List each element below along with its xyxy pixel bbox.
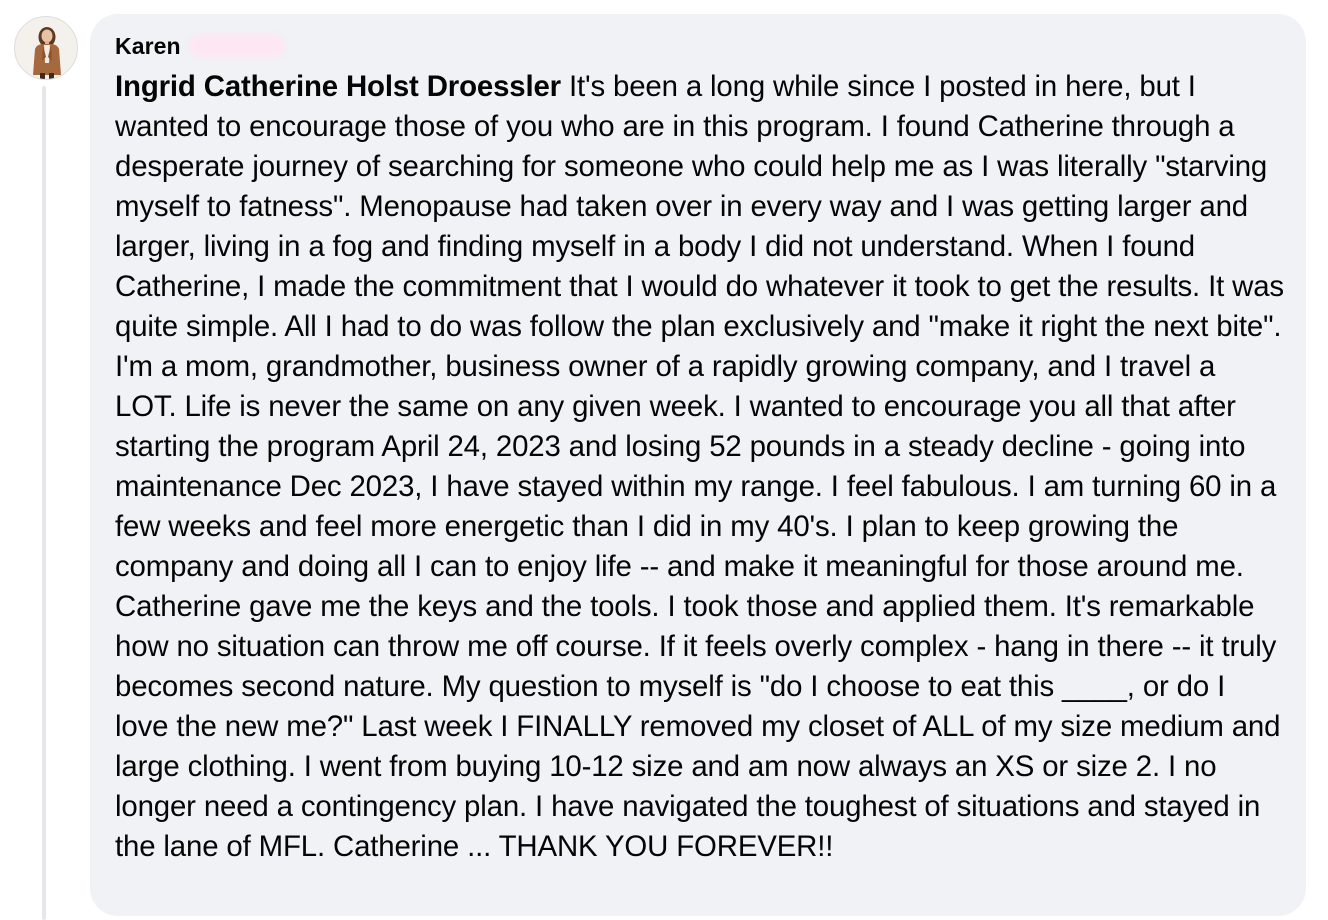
profile-photo-icon xyxy=(15,17,78,80)
avatar[interactable] xyxy=(14,16,78,80)
mention-link[interactable]: Ingrid Catherine Holst Droessler xyxy=(115,70,561,103)
comment-author-name[interactable]: Karen xyxy=(115,32,181,59)
comment-header xyxy=(115,31,1284,61)
redacted-surname xyxy=(189,34,285,58)
comment-text xyxy=(115,67,1284,867)
comment-thread-line xyxy=(42,86,46,920)
comment-bubble xyxy=(90,14,1306,916)
comment-body: It's been a long while since I posted in here, but I wanted to encourage those of you who are in this program. I found Catherine through a desperate journey of searching for someone who could help me as I was literally "starving myself to fatness". Menopause had taken over in every way and I was getting larger and larger, living in a fog and finding myself in a body I did not understand. When I found Catherine, I made the commitment that I would do whatever it took to get the results. It was quite simple. All I had to do was follow the plan exclusively and "make it right the next bite". I'm a mom, grandmother, business owner of a rapidly growing company, and I travel a LOT. Life is never the same on any given week. I wanted to encourage you all that after starting the program April 24, 2023 and losing 52 pounds in a steady decline - going into maintenance Dec 2023, I have stayed within my range. I feel fabulous. I am turning 60 in a few weeks and feel more energetic than I did in my 40's. I plan to keep growing the company and doing all I can to enjoy life -- and make it meaningful for those around me. Catherine gave me the keys and the tools. I took those and applied them. It's remarkable how no situation can throw me off course. If it feels overly complex - hang in there -- it truly becomes second nature. My question to myself is "do I choose to eat this ____, or do I love the new me?" Last week I FINALLY removed my closet of ALL of my size medium and large clothing. I went from buying 10-12 size and am now always an XS or size 2. I no longer need a contingency plan. I have navigated the toughest of situations and stayed in the lane of MFL. Catherine ... THANK YOU FOREVER!! xyxy=(115,70,1284,863)
